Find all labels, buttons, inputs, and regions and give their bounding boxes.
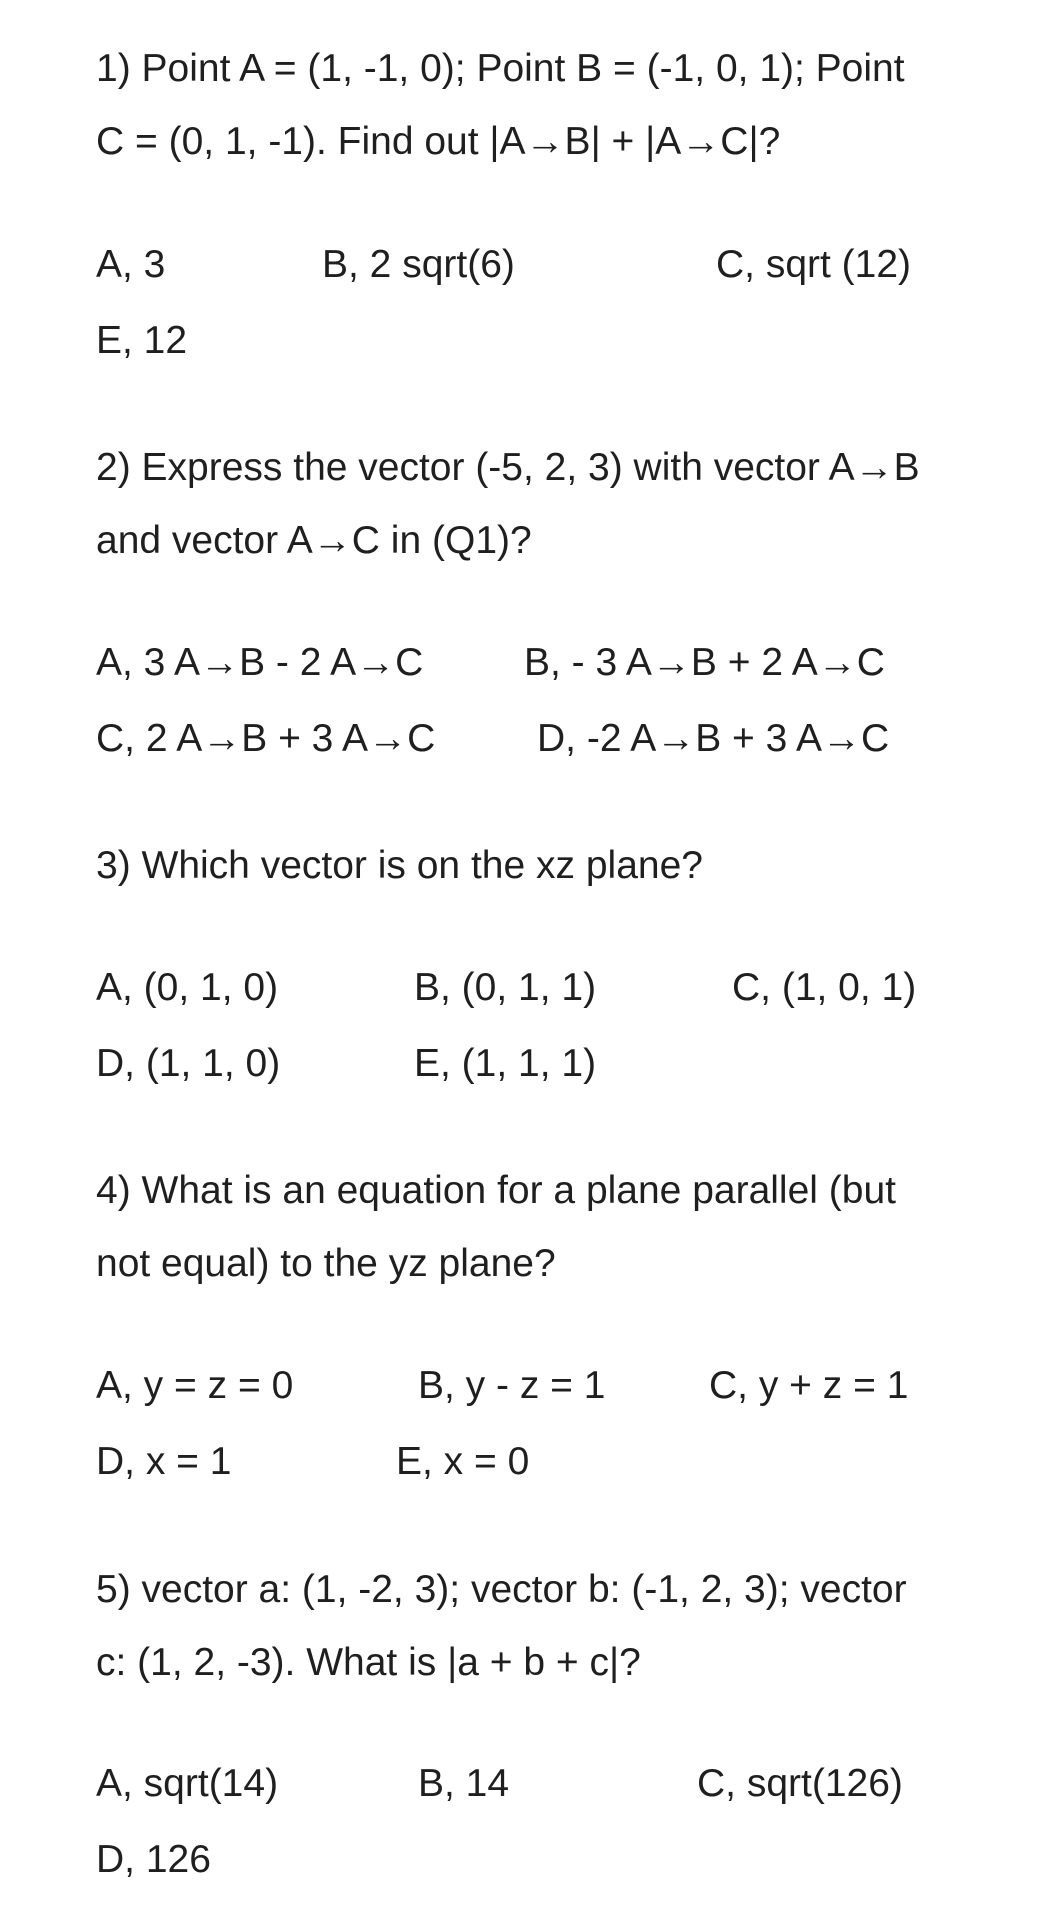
q4-option-d[interactable]: D, x = 1: [96, 1440, 232, 1483]
question-4-line-2: not equal) to the yz plane?: [96, 1242, 556, 1285]
q3-option-e[interactable]: E, (1, 1, 1): [414, 1042, 597, 1085]
question-5-text: [96, 1553, 1026, 1699]
q1-option-e[interactable]: E, 12: [96, 319, 188, 362]
q1-option-b[interactable]: B, 2 sqrt(6): [322, 243, 515, 286]
question-4-text: [96, 1154, 1026, 1300]
question-3-line-1: 3) Which vector is on the xz plane?: [96, 844, 703, 887]
question-5-line-1: 5) vector a: (1, -2, 3); vector b: (-1, 2, 3); vector: [96, 1568, 907, 1611]
q3-option-c[interactable]: C, (1, 0, 1): [732, 966, 917, 1009]
question-2-line-1: 2) Express the vector (-5, 2, 3) with vector A→B: [96, 446, 920, 489]
question-2-text: [96, 431, 1026, 577]
q2-option-c[interactable]: C, 2 A→B + 3 A→C: [96, 717, 436, 760]
question-1-line-1: 1) Point A = (1, -1, 0); Point B = (-1, 0, 1); Point: [96, 47, 905, 90]
q4-option-b[interactable]: B, y - z = 1: [418, 1364, 606, 1407]
q1-option-a[interactable]: A, 3: [96, 243, 166, 286]
q3-option-a[interactable]: A, (0, 1, 0): [96, 966, 279, 1009]
q2-option-d[interactable]: D, -2 A→B + 3 A→C: [537, 717, 890, 760]
q1-option-c[interactable]: C, sqrt (12): [716, 243, 912, 286]
q5-option-c[interactable]: C, sqrt(126): [697, 1762, 903, 1805]
q5-option-d[interactable]: D, 126: [96, 1838, 211, 1881]
q2-option-a[interactable]: A, 3 A→B - 2 A→C: [96, 641, 424, 684]
q3-option-d[interactable]: D, (1, 1, 0): [96, 1042, 281, 1085]
question-1-text: [96, 32, 1026, 178]
question-3-text: [96, 829, 1026, 902]
question-1-line-2: C = (0, 1, -1). Find out |A→B| + |A→C|?: [96, 120, 781, 163]
q3-option-b[interactable]: B, (0, 1, 1): [414, 966, 597, 1009]
q4-option-a[interactable]: A, y = z = 0: [96, 1364, 294, 1407]
question-2-line-2: and vector A→C in (Q1)?: [96, 519, 532, 562]
q4-option-e[interactable]: E, x = 0: [396, 1440, 530, 1483]
question-5-line-2: c: (1, 2, -3). What is |a + b + c|?: [96, 1641, 641, 1684]
q4-option-c[interactable]: C, y + z = 1: [709, 1364, 909, 1407]
question-4-line-1: 4) What is an equation for a plane parallel (but: [96, 1169, 896, 1212]
q5-option-a[interactable]: A, sqrt(14): [96, 1762, 279, 1805]
q2-option-b[interactable]: B, - 3 A→B + 2 A→C: [524, 641, 885, 684]
q5-option-b[interactable]: B, 14: [418, 1762, 510, 1805]
